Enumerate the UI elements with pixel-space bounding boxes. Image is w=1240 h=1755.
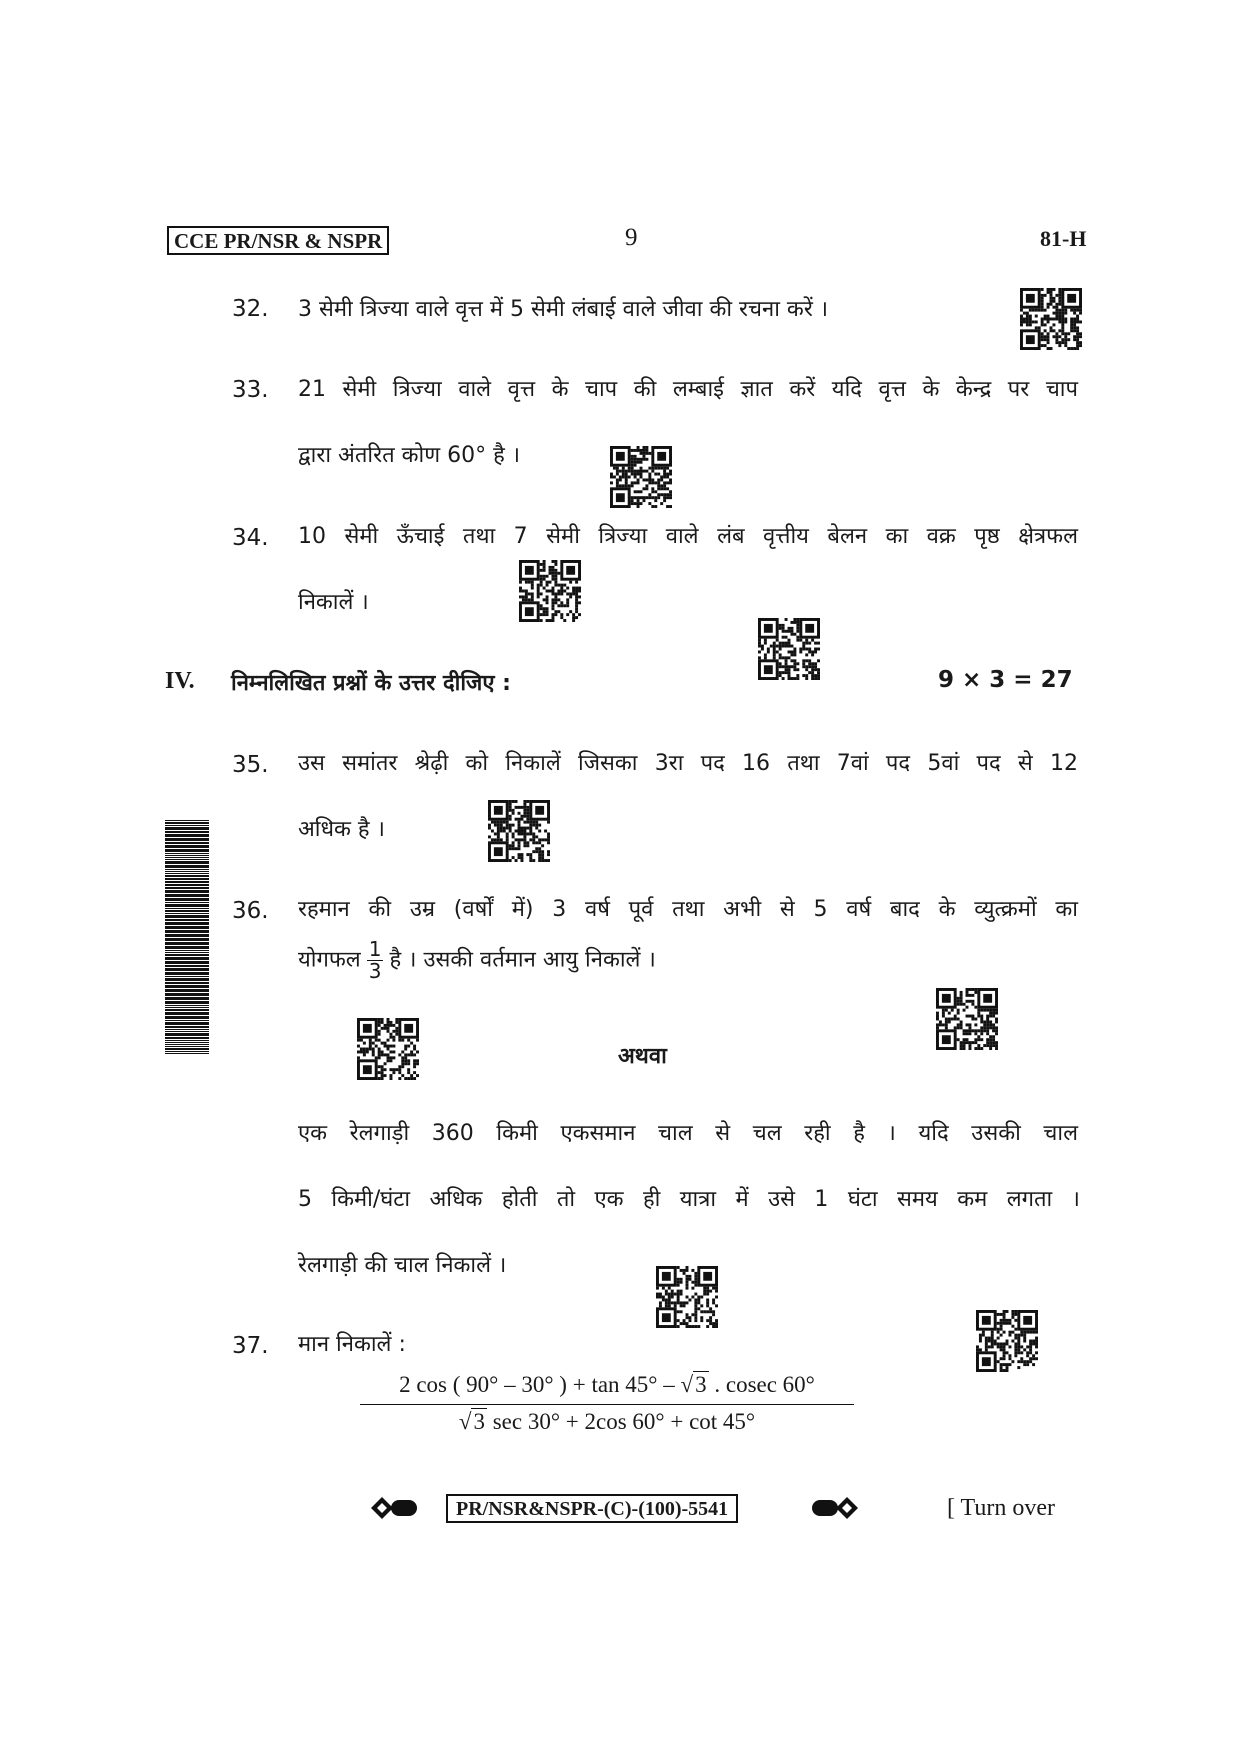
question-number-37: 37. xyxy=(232,1333,269,1359)
qr-code-icon xyxy=(519,560,581,622)
question-35-line-1: उस समांतर श्रेढ़ी को निकालें जिसका 3रा पद 16 तथा 7वां पद 5वां पद से 12 xyxy=(298,751,1078,776)
question-32-text: 3 सेमी त्रिज्या वाले वृत्त में 5 सेमी लंबाई वाले जीवा की रचना करें । xyxy=(298,297,829,322)
exam-code: CCE PR/NSR & NSPR xyxy=(167,226,389,255)
expression-denominator xyxy=(360,1405,854,1435)
question-number-34: 34. xyxy=(232,525,269,551)
numerator-part-a: 2 cos ( 90° – 30° ) + tan 45° – xyxy=(399,1372,675,1397)
barcode-icon xyxy=(165,820,209,1055)
expression-numerator xyxy=(360,1372,854,1405)
question-34-line-1: 10 सेमी ऊँचाई तथा 7 सेमी त्रिज्या वाले लंब वृत्तीय बेलन का वक्र पृष्ठ क्षेत्रफल xyxy=(298,524,1078,549)
question-number-35: 35. xyxy=(232,752,269,778)
question-36-alt-line-3: रेलगाड़ी की चाल निकालें । xyxy=(298,1253,507,1278)
footer-code: PR/NSR&NSPR-(C)-(100)-5541 xyxy=(446,1494,738,1523)
fraction-denominator: 3 xyxy=(368,959,382,983)
qr-code-icon xyxy=(976,1310,1038,1372)
question-33-line-2: द्वारा अंतरित कोण 60° है । xyxy=(298,443,521,468)
question-33-line-1: 21 सेमी त्रिज्या वाले वृत्त के चाप की लम्बाई ज्ञात करें यदि वृत्त के केन्द्र पर चाप xyxy=(298,377,1078,402)
qr-code-icon xyxy=(357,1018,419,1080)
question-36-line-1: रहमान की उम्र (वर्षों में) 3 वर्ष पूर्व तथा अभी से 5 वर्ष बाद के व्युत्क्रमों का xyxy=(298,897,1078,922)
qr-code-icon xyxy=(758,618,820,680)
or-label: अथवा xyxy=(618,1044,667,1069)
qr-code-icon xyxy=(656,1266,718,1328)
question-36-line-2-post: है । उसकी वर्तमान आयु निकालें । xyxy=(389,947,656,973)
question-36-alt-line-2: 5 किमी/घंटा अधिक होती तो एक ही यात्रा में उसे 1 घंटा समय कम लगता । xyxy=(298,1187,1080,1212)
qr-code-icon xyxy=(488,800,550,862)
question-number-32: 32. xyxy=(232,296,269,322)
numerator-radicand: 3 xyxy=(695,1372,707,1397)
question-35-line-2: अधिक है । xyxy=(298,817,385,842)
question-37-text: मान निकालें : xyxy=(298,1332,406,1357)
sqrt-symbol: √3 xyxy=(458,1409,485,1434)
ornament-right-icon xyxy=(808,1494,862,1522)
section-number: IV. xyxy=(165,668,195,694)
sqrt-symbol: √3 xyxy=(680,1372,707,1397)
turn-over-note: [ Turn over xyxy=(947,1495,1056,1521)
page-number: 9 xyxy=(625,224,638,251)
section-marks: 9 × 3 = 27 xyxy=(938,667,1073,693)
trig-expression xyxy=(360,1372,854,1435)
question-34-line-2: निकालें । xyxy=(298,590,369,615)
fraction-one-third xyxy=(367,939,384,982)
denominator-part-b: sec 30° + 2cos 60° + cot 45° xyxy=(492,1409,756,1434)
question-36-line-2 xyxy=(298,939,656,982)
ornament-left-icon xyxy=(368,1494,422,1522)
fraction-numerator: 1 xyxy=(368,937,382,961)
question-number-33: 33. xyxy=(232,377,269,403)
question-36-alt-line-1: एक रेलगाड़ी 360 किमी एकसमान चाल से चल रही है । यदि उसकी चाल xyxy=(298,1121,1078,1146)
paper-code: 81-H xyxy=(1040,226,1087,251)
denominator-radicand: 3 xyxy=(473,1409,485,1434)
section-title: निम्नलिखित प्रश्नों के उत्तर दीजिए : xyxy=(231,671,511,696)
question-number-36: 36. xyxy=(232,898,269,924)
qr-code-icon xyxy=(610,446,672,508)
question-36-line-2-pre: योगफल xyxy=(298,947,361,973)
qr-code-icon xyxy=(936,988,998,1050)
qr-code-icon xyxy=(1020,288,1082,350)
numerator-part-b: . cosec 60° xyxy=(714,1372,815,1397)
